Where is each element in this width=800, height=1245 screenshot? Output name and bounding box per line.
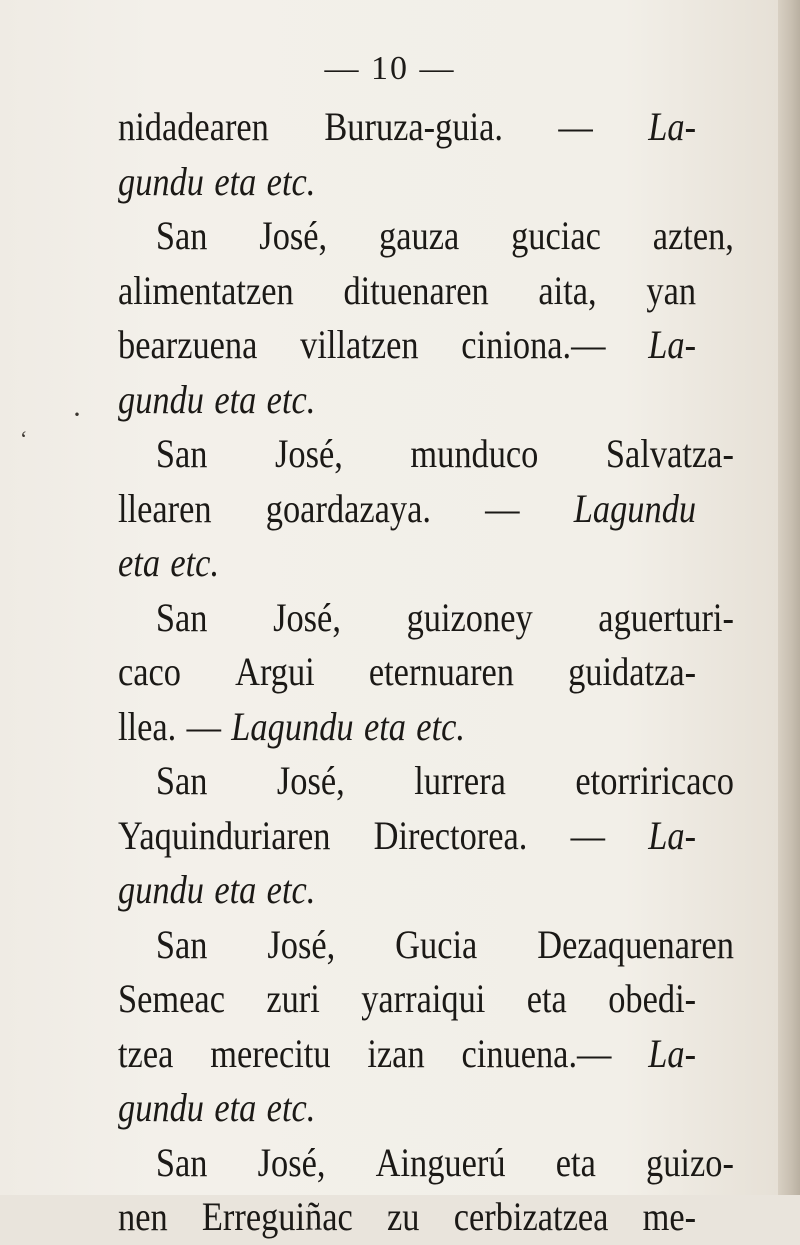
word: José,	[273, 594, 341, 640]
word: Salvatza-	[605, 431, 734, 476]
word: Lagundu	[573, 485, 697, 531]
word: etc.	[416, 703, 465, 749]
word: Lagundu	[231, 703, 354, 749]
stray-mark: ·	[72, 398, 82, 431]
word: eta	[118, 540, 161, 585]
word: Dezaquenaren	[537, 921, 734, 967]
word: San	[155, 213, 208, 258]
word: etc.	[170, 540, 220, 585]
word: etc.	[266, 867, 316, 912]
word: eta	[214, 1085, 257, 1130]
text-line	[118, 645, 696, 700]
text-line	[118, 427, 734, 482]
word: zu	[387, 1194, 420, 1239]
word: Ainguerú	[375, 1139, 506, 1185]
word: guidatza-	[568, 649, 697, 694]
word: alimentatzen	[118, 267, 294, 313]
word: gundu	[118, 376, 204, 422]
word: guizoney	[406, 594, 533, 640]
word: José,	[274, 431, 343, 476]
text-line	[118, 318, 696, 373]
text-line	[118, 373, 696, 428]
word: cinuena.—	[461, 1030, 612, 1076]
text-line	[118, 1027, 696, 1082]
word: etc.	[266, 1085, 316, 1130]
word: izan	[367, 1030, 425, 1076]
word: José,	[276, 758, 345, 803]
text-line	[118, 100, 696, 155]
word: yarraiqui	[361, 976, 486, 1021]
word: etc.	[266, 158, 316, 204]
word: San	[155, 1139, 208, 1185]
word: caco	[118, 649, 182, 694]
word: aita,	[538, 267, 597, 313]
word: cerbizatzea	[453, 1194, 609, 1239]
text-line	[118, 209, 734, 264]
word: nidadearen	[118, 104, 269, 149]
word: etc.	[266, 376, 316, 422]
word: eternuaren	[368, 649, 515, 694]
word: munduco	[410, 431, 539, 476]
word: guciac	[511, 213, 601, 258]
word: Semeac	[118, 976, 225, 1021]
stray-mark: ‘	[20, 426, 28, 451]
page-edge	[778, 0, 800, 1195]
word: Buruza-guia.	[324, 104, 503, 149]
word: —	[186, 703, 221, 749]
word: José,	[259, 213, 328, 258]
word: goardazaya.	[265, 485, 431, 531]
word: guizo-	[646, 1139, 734, 1185]
text-line	[118, 591, 734, 646]
word: yan	[646, 267, 697, 313]
word: villatzen	[300, 322, 419, 367]
word: San	[155, 758, 208, 803]
word: eta	[363, 703, 406, 749]
text-line	[118, 700, 696, 755]
word: San	[155, 594, 208, 640]
word: Gucia	[395, 921, 478, 967]
text-line	[118, 1081, 696, 1136]
text-line	[118, 536, 696, 591]
word: etorriricaco	[575, 758, 734, 803]
word: Argui	[235, 649, 315, 694]
word: azten,	[652, 213, 734, 258]
word: bearzuena	[118, 322, 258, 367]
word: merecitu	[210, 1030, 331, 1076]
text-line	[118, 1190, 696, 1245]
word: La-	[648, 1030, 697, 1076]
word: eta	[555, 1139, 596, 1185]
text-line	[118, 809, 696, 864]
page-text	[118, 100, 734, 1245]
word: San	[155, 431, 208, 476]
word: gauza	[379, 213, 460, 258]
word: llearen	[118, 485, 212, 531]
text-line	[118, 264, 696, 319]
word: ciniona.—	[461, 322, 606, 367]
word: eta	[214, 158, 257, 204]
word: Erreguiñac	[201, 1194, 353, 1239]
word: eta	[214, 376, 257, 422]
word: llea.	[118, 703, 177, 749]
text-line	[118, 863, 696, 918]
word: gundu	[118, 867, 204, 912]
word: —	[558, 104, 593, 149]
text-line	[118, 754, 734, 809]
word: gundu	[118, 158, 204, 204]
word: —	[485, 485, 520, 531]
word: nen	[118, 1194, 168, 1239]
word: zuri	[266, 976, 320, 1021]
word: lurrera	[414, 758, 506, 803]
text-line	[118, 918, 734, 973]
page-number: — 10 —	[324, 50, 456, 87]
word: La-	[648, 322, 697, 367]
word: —	[570, 812, 606, 858]
word: Yaquinduriaren	[118, 812, 331, 858]
word: Directorea.	[373, 812, 528, 858]
word: dituenaren	[343, 267, 489, 313]
word: José,	[267, 921, 336, 967]
word: tzea	[118, 1030, 174, 1076]
word: eta	[526, 976, 567, 1021]
word: aguerturi-	[598, 594, 734, 640]
word: San	[155, 921, 208, 967]
word: gundu	[118, 1085, 204, 1130]
word: La-	[648, 104, 697, 149]
text-line	[118, 1136, 734, 1191]
word: José,	[257, 1139, 326, 1185]
word: me-	[642, 1194, 697, 1239]
word: obedi-	[608, 976, 697, 1021]
text-line	[118, 972, 696, 1027]
word: La-	[648, 812, 697, 858]
text-line	[118, 155, 696, 210]
word: eta	[214, 867, 257, 912]
text-line	[118, 482, 696, 537]
